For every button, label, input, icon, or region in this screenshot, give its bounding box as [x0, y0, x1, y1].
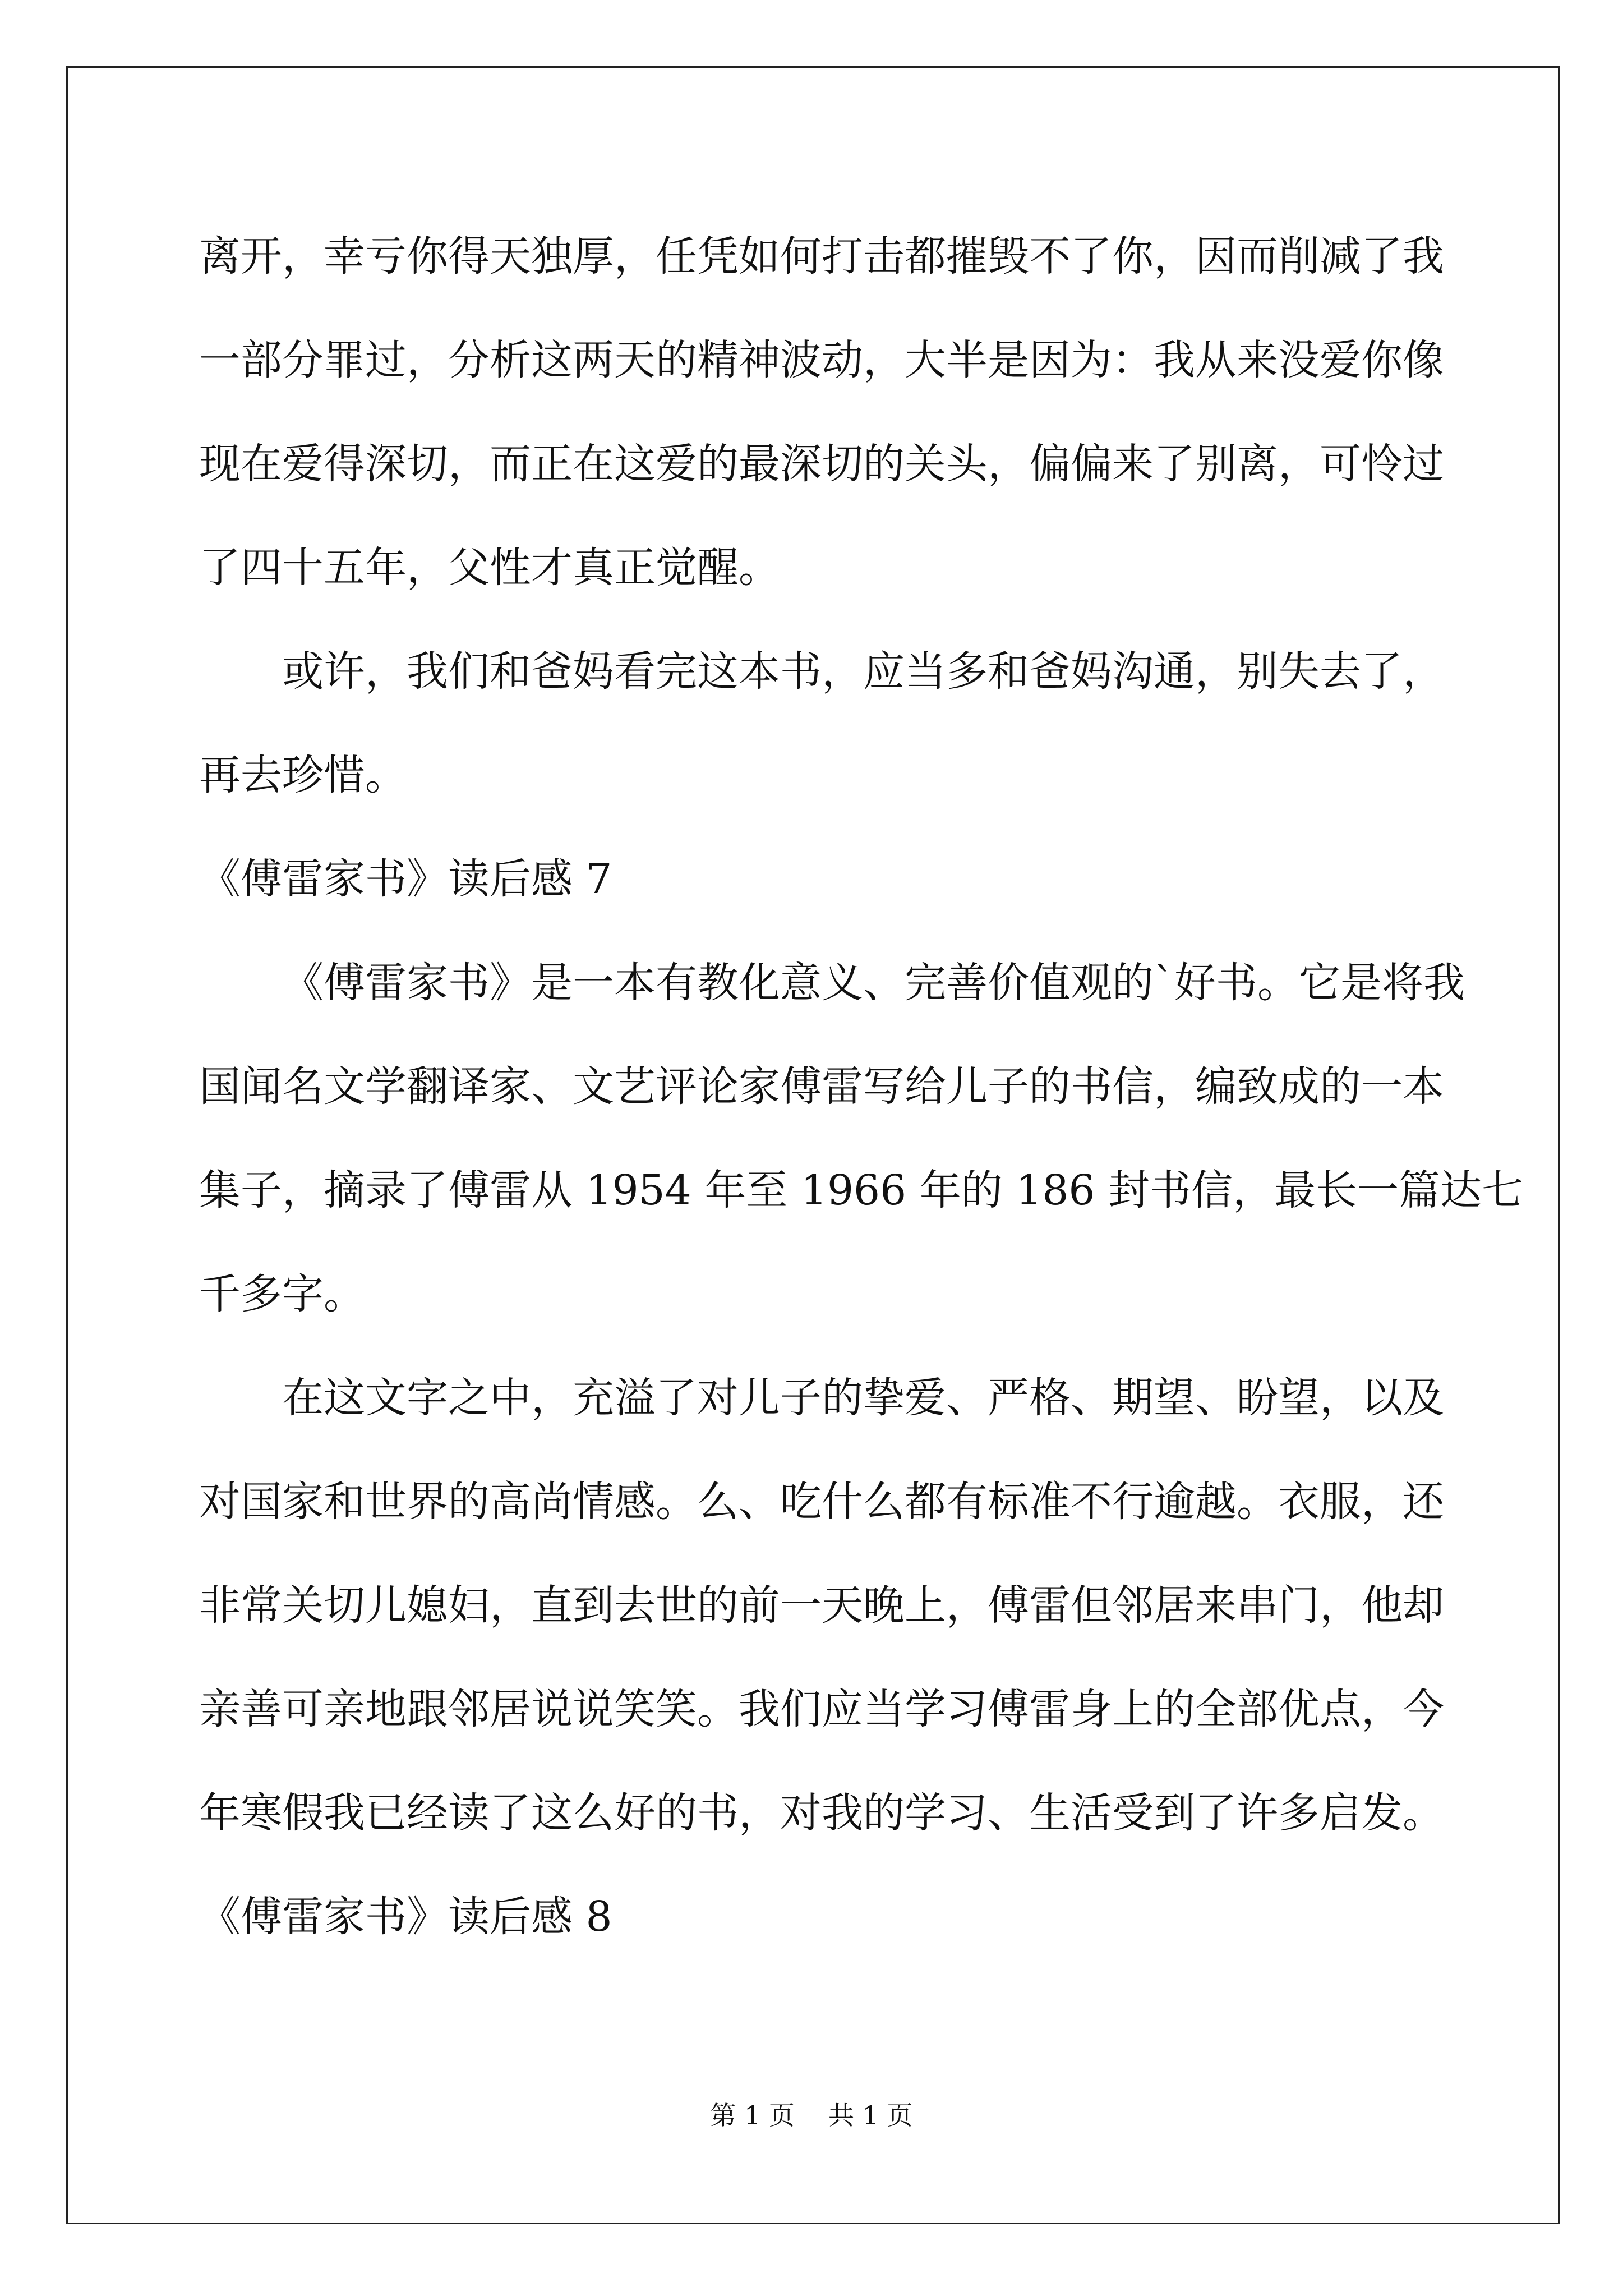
section-heading: 《傅雷家书》读后感 8	[199, 1893, 612, 1941]
paragraph-first-line: 在这文字之中，充溢了对儿子的挚爱、严格、期望、盼望，以及	[282, 1374, 1444, 1422]
body-line: 集子，摘录了傅雷从 1954 年至 1966 年的 186 封书信，最长一篇达七	[199, 1166, 1524, 1214]
body-line: 对国家和世界的高尚情感。么、吃什么都有标准不行逾越。衣服，还	[199, 1478, 1444, 1526]
page-footer	[0, 2095, 1623, 2132]
section-heading: 《傅雷家书》读后感 7	[199, 855, 612, 903]
page-number-total: 共 1 页	[828, 2100, 913, 2131]
body-line: 亲善可亲地跟邻居说说笑笑。我们应当学习傅雷身上的全部优点，今	[199, 1685, 1444, 1733]
body-line: 年寒假我已经读了这么好的书，对我的学习、生活受到了许多启发。	[199, 1789, 1444, 1837]
body-line: 现在爱得深切，而正在这爱的最深切的关头，偏偏来了别离，可怜过	[199, 440, 1444, 488]
document-body	[199, 205, 1524, 1969]
body-line: 离开，幸亏你得天独厚，任凭如何打击都摧毁不了你，因而削减了我	[199, 232, 1444, 280]
body-line: 再去珍惜。	[199, 751, 407, 799]
body-line: 非常关切儿媳妇，直到去世的前一天晚上，傅雷但邻居来串门，他却	[199, 1581, 1444, 1630]
body-line: 千多字。	[199, 1270, 365, 1318]
body-line: 国闻名文学翻译家、文艺评论家傅雷写给儿子的书信，编致成的一本	[199, 1062, 1444, 1111]
paragraph-first-line: 《傅雷家书》是一本有教化意义、完善价值观的`好书。它是将我	[282, 959, 1465, 1007]
page-number-current: 第 1 页	[710, 2100, 795, 2131]
body-line: 了四十五年，父性才真正觉醒。	[199, 544, 780, 592]
paragraph-first-line: 或许，我们和爸妈看完这本书，应当多和爸妈沟通，别失去了，	[282, 647, 1444, 696]
body-line: 一部分罪过，分析这两天的精神波动，大半是因为：我从来没爱你像	[199, 336, 1444, 384]
